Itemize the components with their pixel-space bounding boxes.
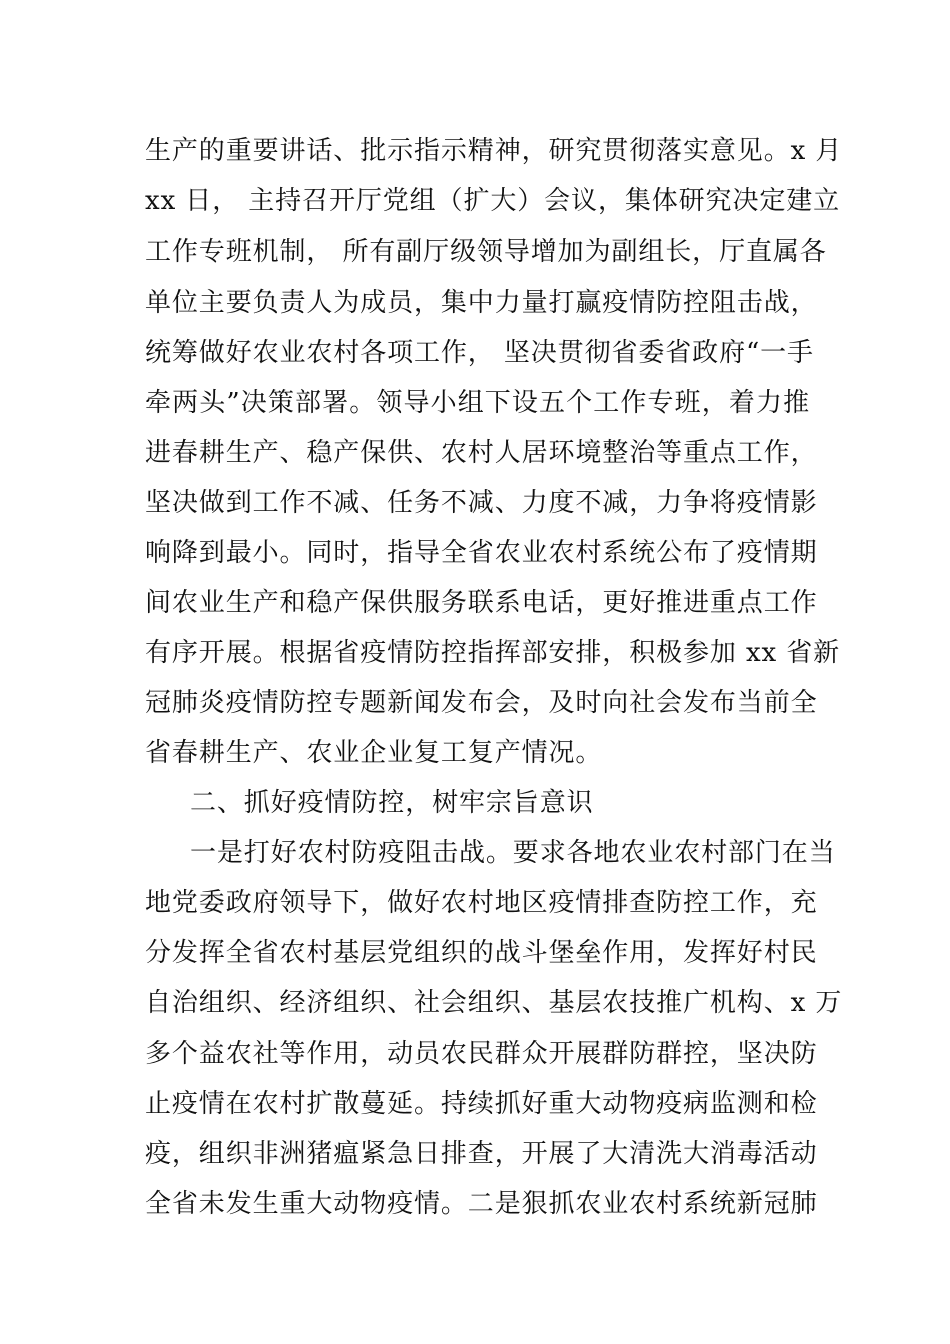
text-line: 间农业生产和稳产保供服务联系电话，更好推进重点工作: [145, 588, 818, 618]
text-line: 牵两头”决策部署。领导小组下设五个工作专班，着力推: [145, 388, 810, 418]
text-line: 响降到最小。同时，指导全省农业农村系统公布了疫情期: [145, 538, 818, 568]
text-line: 单位主要负责人为成员，集中力量打赢疫情防控阻击战，: [145, 288, 818, 318]
text-line: 坚决做到工作不减、任务不减、力度不减，力争将疫情影: [145, 488, 818, 518]
text-line: 进春耕生产、稳产保供、农村人居环境整治等重点工作，: [145, 438, 818, 468]
text-line: 省春耕生产、农业企业复工复产情况。: [145, 738, 603, 768]
text-line: 止疫情在农村扩散蔓延。持续抓好重大动物疫病监测和检: [145, 1089, 818, 1119]
text-line: 疫，组织非洲猪瘟紧急日排查，开展了大清洗大消毒活动: [145, 1139, 818, 1169]
text-line: 分发挥全省农村基层党组织的战斗堡垒作用，发挥好村民: [145, 938, 818, 968]
text-line: 有序开展。根据省疫情防控指挥部安排，积极参加 xx 省新: [145, 638, 841, 668]
text-line: 冠肺炎疫情防控专题新闻发布会，及时向社会发布当前全: [145, 688, 818, 718]
text-line: xx 日， 主持召开厅党组（扩大）会议，集体研究决定建立: [145, 186, 841, 216]
text-line: 统筹做好农业农村各项工作， 坚决贯彻省委省政府“一手: [145, 338, 814, 368]
text-line: 生产的重要讲话、批示指示精神，研究贯彻落实意见。x 月: [145, 136, 843, 166]
text-line: 全省未发生重大动物疫情。二是狠抓农业农村系统新冠肺: [145, 1189, 818, 1219]
section-heading: 二、抓好疫情防控，树牢宗旨意识: [190, 788, 594, 818]
text-line: 地党委政府领导下，做好农村地区疫情排查防控工作，充: [145, 888, 818, 918]
text-line: 工作专班机制， 所有副厅级领导增加为副组长，厅直属各: [145, 237, 827, 267]
text-line: 多个益农社等作用，动员农民群众开展群防群控，坚决防: [145, 1039, 818, 1069]
text-line: 自治组织、经济组织、社会组织、基层农技推广机构、x 万: [145, 988, 843, 1018]
text-line: 一是打好农村防疫阻击战。要求各地农业农村部门在当: [190, 838, 836, 868]
